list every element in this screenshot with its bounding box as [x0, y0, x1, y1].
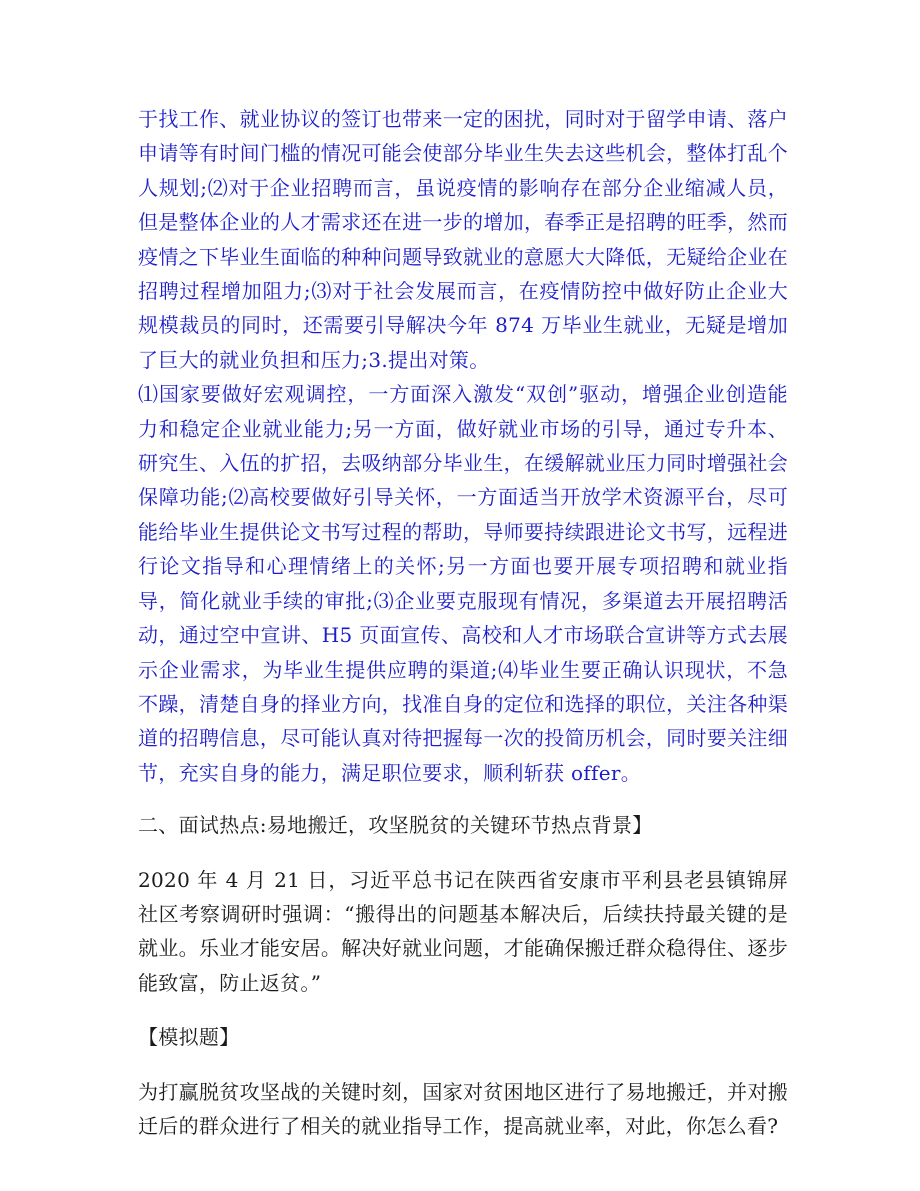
background-paragraph: 2020 年 4 月 21 日，习近平总书记在陕西省安康市平利县老县镇锦屏社区考察调研时强调：“搬得出的问题基本解决后，后续扶持最关键的是就业。乐业才能安居。解决好就业问题，才能确保搬迁群众稳得住、逐步能致富，防止返贫。”: [138, 867, 788, 995]
answer-paragraph-countermeasures: ⑴国家要做好宏观调控，一方面深入激发“双创”驱动，增强企业创造能力和稳定企业就业能力;另一方面，做好就业市场的引导，通过专升本、研究生、入伍的扩招，去吸纳部分毕业生，在缓解就业压力同时增强社会保障功能;⑵高校要做好引导关怀，一方面适当开放学术资源平台，尽可能给毕业生提供论文书写过程的帮助，导师要持续跟进论文书写，远程进行论文指导和心理情绪上的关怀;另一方面也要开展专项招聘和就业指导，简化就业手续的审批;⑶企业要克服现有情况，多渠道去开展招聘活动，通过空中宣讲、H5 页面宣传、高校和人才市场联合宣讲等方式去展示企业需求，为毕业生提供应聘的渠道;⑷毕业生要正确认识现状，不急不躁，清楚自身的择业方向，找准自身的定位和选择的职位，关注各种渠道的招聘信息，尽可能认真对待把握每一次的投简历机会，同时要关注细节，充实自身的能力，满足职位要求，顺利斩获 offer。: [138, 382, 788, 785]
answer-block: [138, 102, 788, 790]
document-page: [138, 102, 788, 1143]
answer-paragraph-analysis: 于找工作、就业协议的签订也带来一定的困扰，同时对于留学申请、落户申请等有时间门槛的情况可能会使部分毕业生失去这些机会，整体打乱个人规划;⑵对于企业招聘而言，虽说疫情的影响存在部分企业缩减人员，但是整体企业的人才需求还在进一步的增加，春季正是招聘的旺季，然而疫情之下毕业生面临的种种问题导致就业的意愿大大降低，无疑给企业在招聘过程增加阻力;⑶对于社会发展而言，在疫情防控中做好防止企业大规模裁员的同时，还需要引导解决今年 874 万毕业生就业，无疑是增加了巨大的就业负担和压力;3.提出对策。: [138, 107, 788, 372]
mock-question-title: 【模拟题】: [138, 1025, 240, 1050]
mock-question-text: 为打赢脱贫攻坚战的关键时刻，国家对贫困地区进行了易地搬迁，并对搬迁后的群众进行了相关的就业指导工作，提高就业率，对此，你怎么看?: [138, 1079, 788, 1138]
section-heading: 二、面试热点:易地搬迁，攻坚脱贫的关键环节热点背景】: [138, 813, 653, 838]
